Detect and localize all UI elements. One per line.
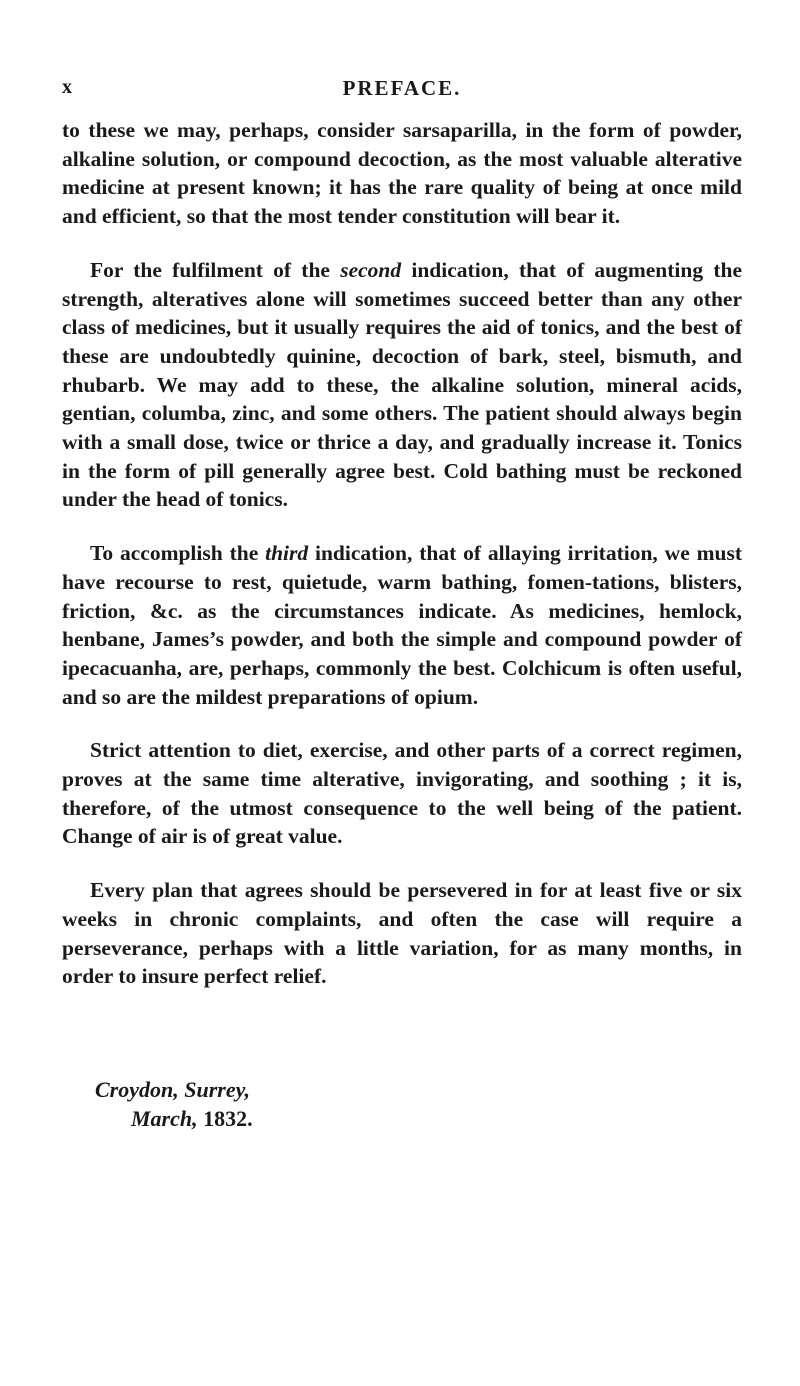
- paragraph-persevere: Every plan that agrees should be persevered in for at least five or six weeks in chronic complaints, and often the case will require a perseverance, perhaps with a little variation, for as many months, in order to insure perfect relief.: [62, 878, 742, 989]
- emphasis-second: second: [340, 257, 402, 282]
- paragraph-sarsaparilla: to these we may, perhaps, consider sarsaparilla, in the form of powder, alkaline solution, or compound decoction, as the most valuable alterative medicine at present known; it has the rare quality of being at once mild and efficient, so that the most tender constitution will bear it.: [62, 118, 742, 229]
- signature-place: Croydon, Surrey,: [95, 1077, 251, 1102]
- running-head: [62, 76, 742, 106]
- signature-year: 1832.: [203, 1106, 253, 1131]
- paragraph-text-before: For the fulfilment of the: [90, 257, 341, 282]
- signature-block: [95, 1075, 253, 1133]
- paragraph-text-after: indication, that of augmenting the strength, alteratives alone will sometimes succeed better than any other class of medicines, but it usually requires the aid of tonics, and the best of these are undoubtedly quinine, decoction of bark, steel, bismuth, and rhubarb. We may add to these, the alkaline solution, mineral acids, gentian, columba, zinc, and some others. The patient should always begin with a small dose, twice or thrice a day, and gradually increase it. Tonics in the form of pill generally agree best. Cold bathing must be reckoned under the head of tonics.: [62, 257, 742, 512]
- signature-month: March,: [131, 1106, 198, 1131]
- paragraph-text-after: indication, that of allaying irritation, we must have recourse to rest, quietude, warm bathing, fomen-tations, blisters, friction, &c. as the circumstances indicate. As medicines, hemlock, henbane, James’s powder, and both the simple and compound powder of ipecacuanha, are, perhaps, commonly the best. Colchicum is often useful, and so are the mildest preparations of opium.: [62, 541, 743, 709]
- signature-date: [95, 1104, 253, 1133]
- paragraph-diet: Strict attention to diet, exercise, and other parts of a correct regimen, proves at the same time alterative, invigorating, and soothing ; it is, therefore, of the utmost consequence to the well being of the patient. Change of air is of great value.: [62, 738, 742, 849]
- page-number: x: [62, 76, 73, 98]
- paragraph-second-indication: [62, 256, 742, 514]
- emphasis-third: third: [265, 541, 309, 566]
- paragraph-third-indication: [62, 539, 742, 711]
- paragraph-text-before: To accomplish the: [90, 541, 266, 566]
- body-text: [62, 116, 742, 1016]
- header-title: PREFACE.: [342, 76, 462, 100]
